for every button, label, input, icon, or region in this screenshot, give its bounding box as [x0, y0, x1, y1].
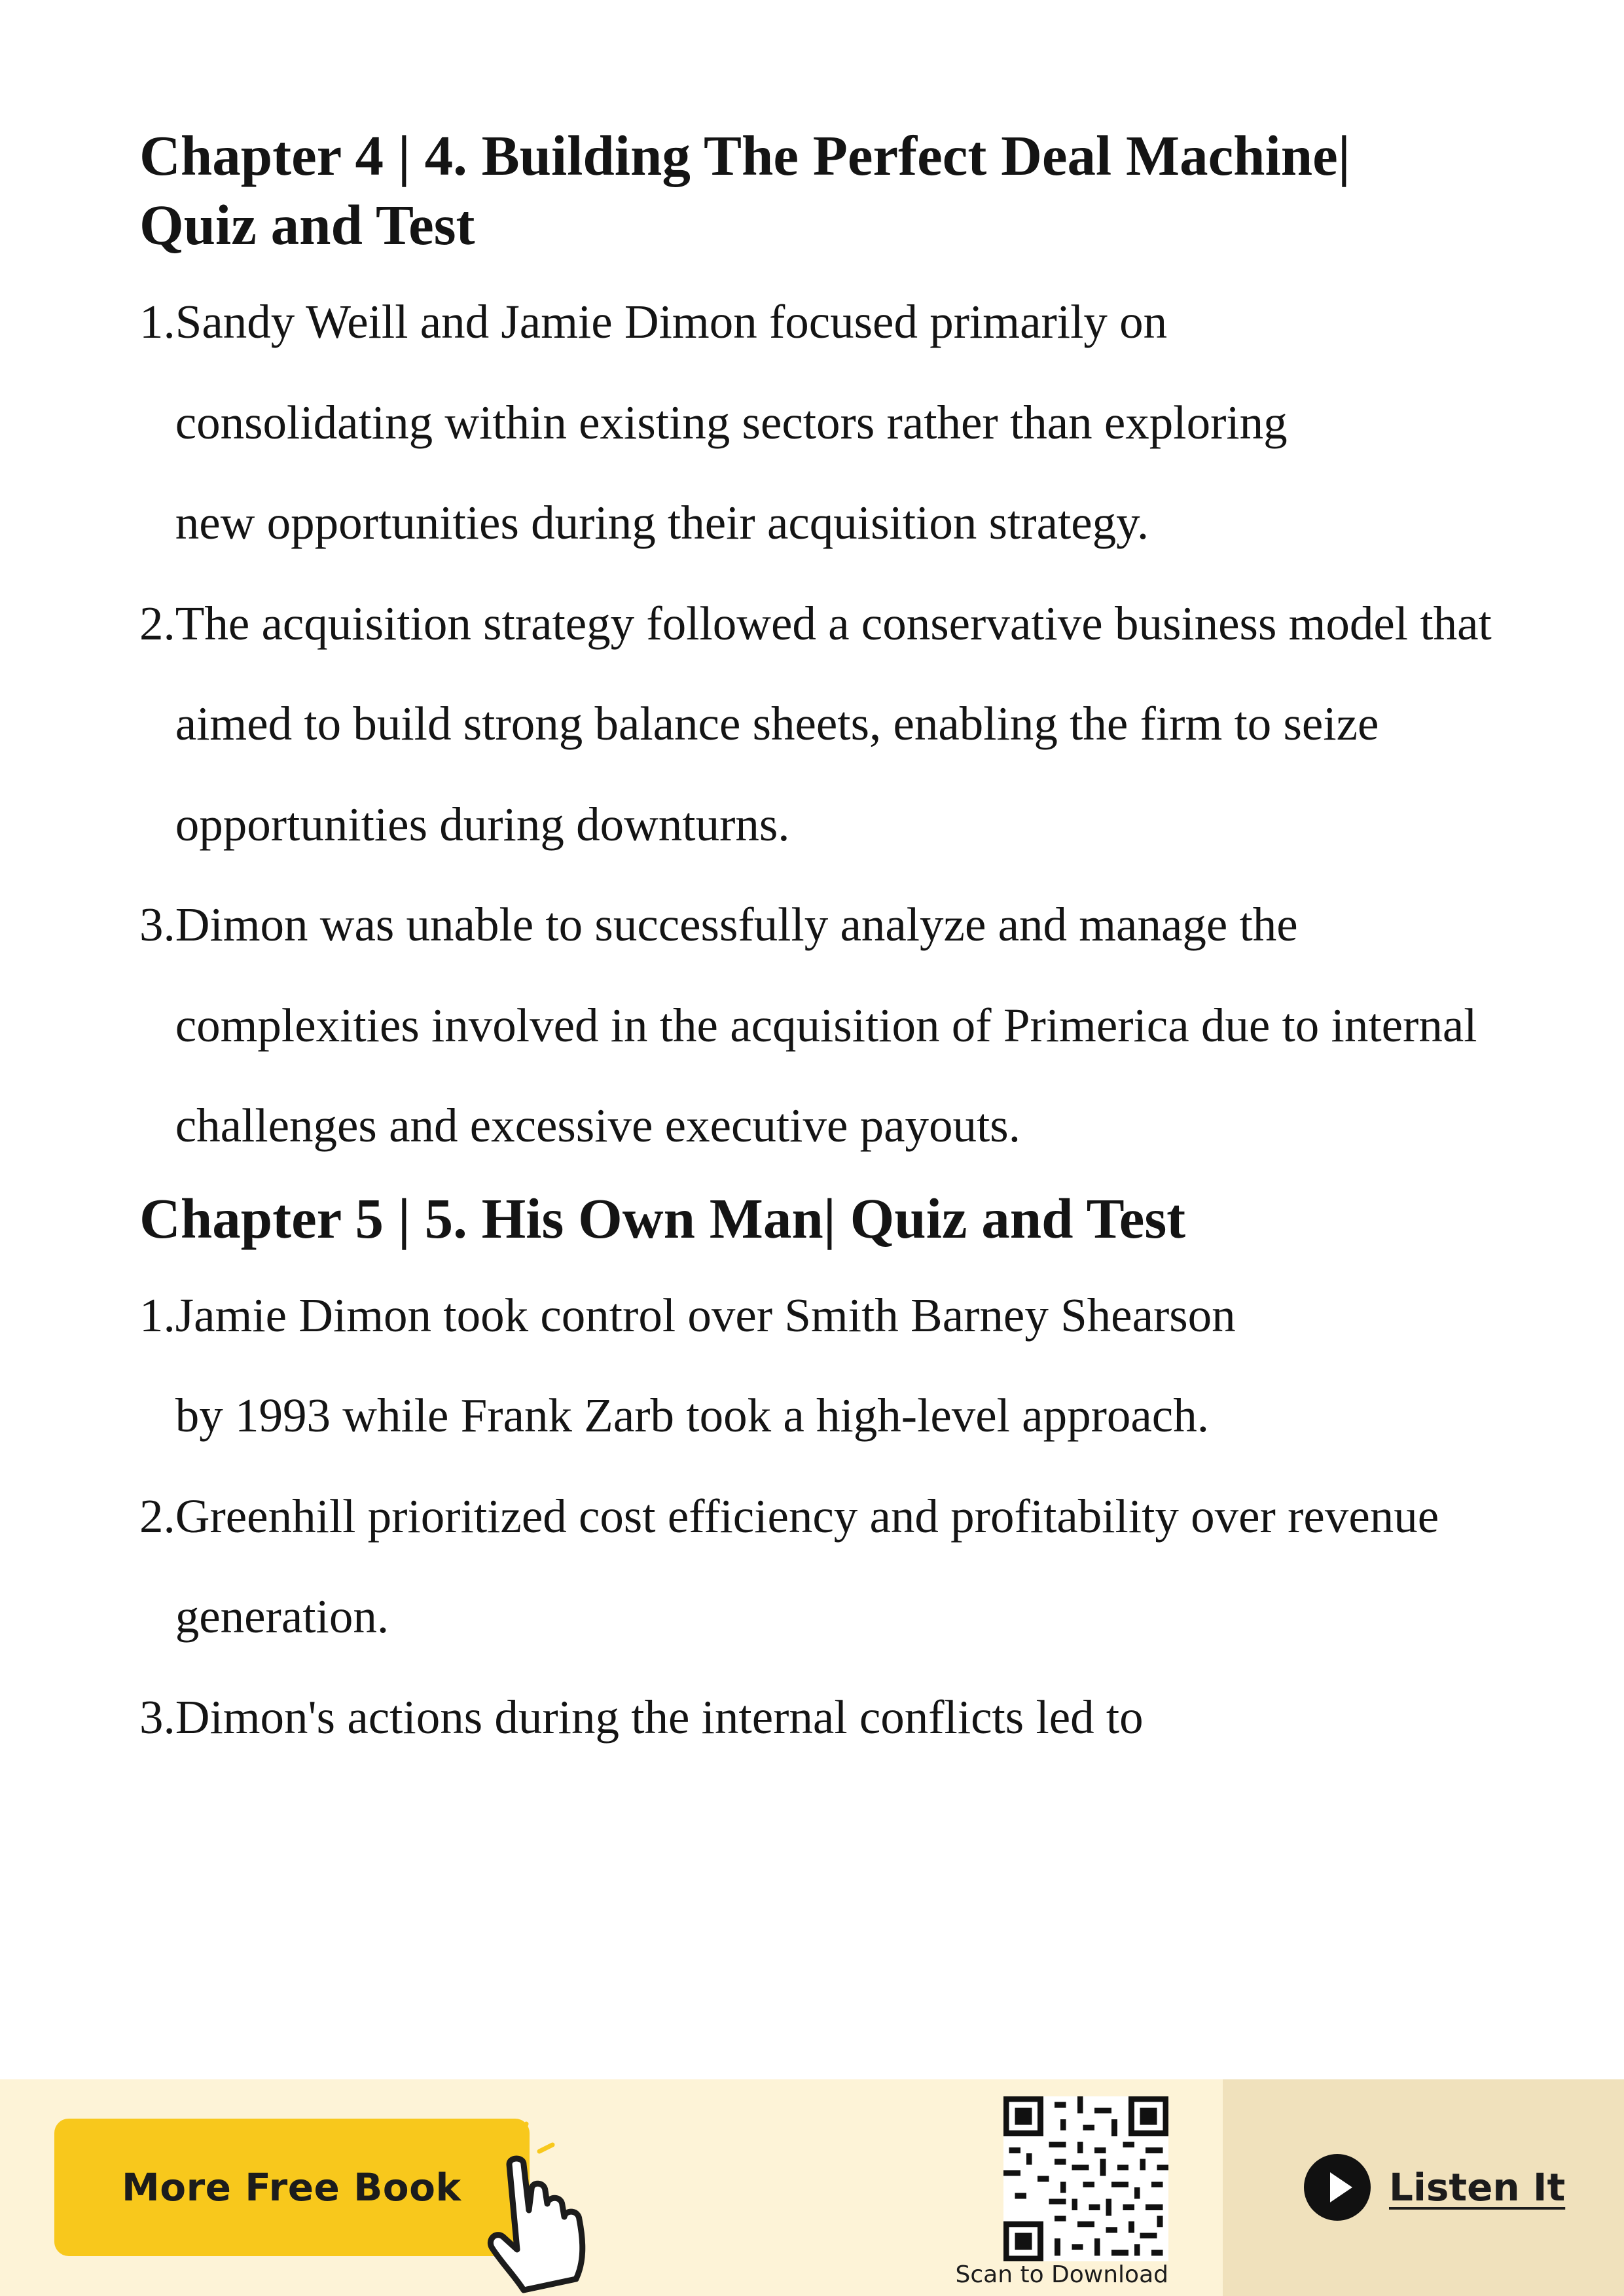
question-number: 1. — [139, 295, 175, 348]
qr-code[interactable] — [1003, 2096, 1168, 2261]
page-content — [139, 121, 1501, 1767]
chapter-4-question-list — [139, 272, 1501, 1176]
question-text: Dimon's actions during the internal conflicts led to — [175, 1690, 1144, 1744]
question-text: Jamie Dimon took control over Smith Barney Shearson by 1993 while Frank Zarb took a high-level approach. — [175, 1288, 1236, 1442]
question-number: 2. — [139, 596, 175, 650]
question-text: Greenhill prioritized cost efficiency and profitability over revenue generation. — [175, 1489, 1439, 1643]
question-number: 3. — [139, 898, 175, 951]
list-item — [139, 874, 1501, 1176]
list-item — [139, 1466, 1501, 1667]
listen-it-button[interactable] — [1303, 2153, 1565, 2222]
question-text: The acquisition strategy followed a conservative business model that aimed to build strong balance sheets, enabling the firm to seize opportunities during downturns. — [175, 596, 1492, 851]
list-item — [139, 573, 1501, 875]
chapter-4-title-line2: Quiz and Test — [139, 193, 475, 257]
question-number: 1. — [139, 1288, 175, 1342]
chapter-4-title — [139, 121, 1501, 260]
question-number: 3. — [139, 1690, 175, 1744]
chapter-4-title-line1: Chapter 4 | 4. Building The Perfect Deal Machine| — [139, 124, 1350, 187]
play-icon — [1303, 2153, 1372, 2222]
question-text: Dimon was unable to successfully analyze and manage the complexities involved in the acquisition of Primerica due to internal challenges and excessive executive payouts. — [175, 898, 1477, 1152]
question-text: Sandy Weill and Jamie Dimon focused primarily on consolidating within existing sectors rather than exploring new opportunities during their acquisition strategy. — [175, 295, 1288, 549]
more-free-book-label: More Free Book — [122, 2165, 461, 2210]
chapter-5-question-list — [139, 1265, 1501, 1768]
list-item — [139, 272, 1501, 573]
scan-to-download-label: Scan to Download — [955, 2261, 1168, 2288]
chapter-5-title: Chapter 5 | 5. His Own Man| Quiz and Test — [139, 1186, 1186, 1250]
list-item — [139, 1265, 1501, 1466]
list-item — [139, 1667, 1501, 1768]
listen-it-label: Listen It — [1389, 2165, 1566, 2210]
footer-bar — [0, 2079, 1624, 2296]
pointing-hand-icon — [458, 2119, 628, 2296]
question-number: 2. — [139, 1489, 175, 1543]
